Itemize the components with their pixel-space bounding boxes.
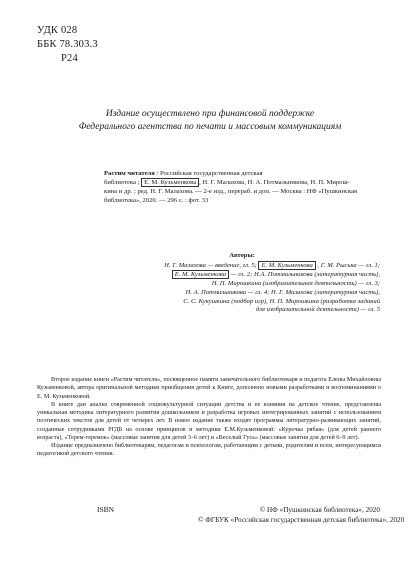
funding-line-1: Издание осуществлено при финансовой поддержке [105, 109, 315, 119]
highlighted-author: Е. М. Кузьменкова [141, 178, 199, 187]
authors-line-5: С. С. Кукушкина (подбор игр), Н. П. Мирошкина (разработка заданий [183, 297, 380, 305]
biblio-authors: , Н. Г. Малахова, Н. А. Потмальникова, Н. П. Мирош- [199, 178, 350, 186]
annotation-paragraph-3: Издание предназначено библиотекарям, педагогам и психологам, работающим с детьми, родителям и всем, интересующимся педагогикой детского чтения. [37, 443, 381, 458]
authors-heading: Авторы: [229, 252, 255, 259]
biblio-line-2 [104, 179, 380, 188]
annotation-paragraph-2: В книге дан анализ современной социокультурной ситуации детства и ее влияния на детское чтение, представлены уникальная методика литературного развития дошкольников и разработка игровых интегрированных занятий с использованием поэтических текстов для детей от четырех лет. В новое издание также входят программы литературно-развивающих занятий, созданные сотрудниками РГДБ на основе принципов и методики Е.М.Кузьменковой: «Курочка рябая» (для детей раннего возраста), «Терем-теремок» (массовые занятия для детей 3–6 лет) и «Веселый Гусь» (массовые занятия для детей 6–9 лет). [37, 401, 381, 441]
authors-text: — гл. 2; Н.А. Потмальникова (литературная часть), [229, 270, 380, 278]
bbk-code: ББК 78.303.3 [37, 39, 98, 50]
biblio-line-3: кина и др. ; ред. Н. Г. Малахова. — 2-е изд., перераб. и доп. — Москва : НФ «Пушкинская [104, 187, 358, 195]
authors-line-4: Н. А. Потмальникова — гл. 4; Н. Г. Малахова (литературная часть), [185, 288, 380, 296]
copyright-line-1: © НФ «Пушкинская библиотека», 2020 [259, 506, 380, 514]
copyright-line-2: © ФГБУК «Российская государственная детская библиотека», 2020 [198, 516, 405, 524]
funding-note [40, 108, 380, 134]
copyright-block [198, 505, 405, 525]
biblio-publisher: / Российская государственная детская [154, 170, 263, 177]
highlighted-author: Е. М. Кузьменкова [172, 270, 229, 279]
authors-text: , Г. М. Рыська — гл. 1; [315, 261, 380, 269]
funding-line-2: Федерального агентства по печати и массовым коммуникациям [78, 122, 342, 132]
classification-codes [37, 24, 98, 66]
highlighted-author: Е. М. Кузьменкова [258, 261, 315, 270]
annotation-paragraph-1: Второе издание книги «Растим читателя», посвященное памяти замечательного библиотекаря и педагога Елены Михайловны Кузьменковой, автора оригинальной методики приобщения детей к Книге, дополнено новыми разработками и воспоминаниями о Е. М. Кузьменковой. [37, 377, 381, 400]
bibliographic-record [104, 170, 380, 206]
udk-code: УДК 028 [37, 25, 78, 36]
authors-line-2 [104, 271, 380, 280]
authors-list [104, 262, 380, 315]
isbn-label: ISBN [97, 505, 115, 514]
annotation [37, 376, 381, 459]
authors-section [104, 252, 380, 315]
authors-text: Н. Г. Малахова — введение, гл. 5; [164, 261, 259, 269]
book-title: Растим читателя [104, 170, 155, 177]
biblio-org: библиотека ; [104, 178, 142, 186]
authors-line-3: Н. П. Мирошкина (изобразительная деятельность) — гл. 3; [211, 279, 380, 287]
authors-line-1 [104, 262, 380, 271]
author-mark: Р24 [61, 53, 78, 64]
authors-line-6: для изобразительной деятельности) — гл. 5 [255, 306, 380, 314]
biblio-line-4: библиотека», 2020. — 296 с. : фот. 33 [104, 196, 209, 204]
